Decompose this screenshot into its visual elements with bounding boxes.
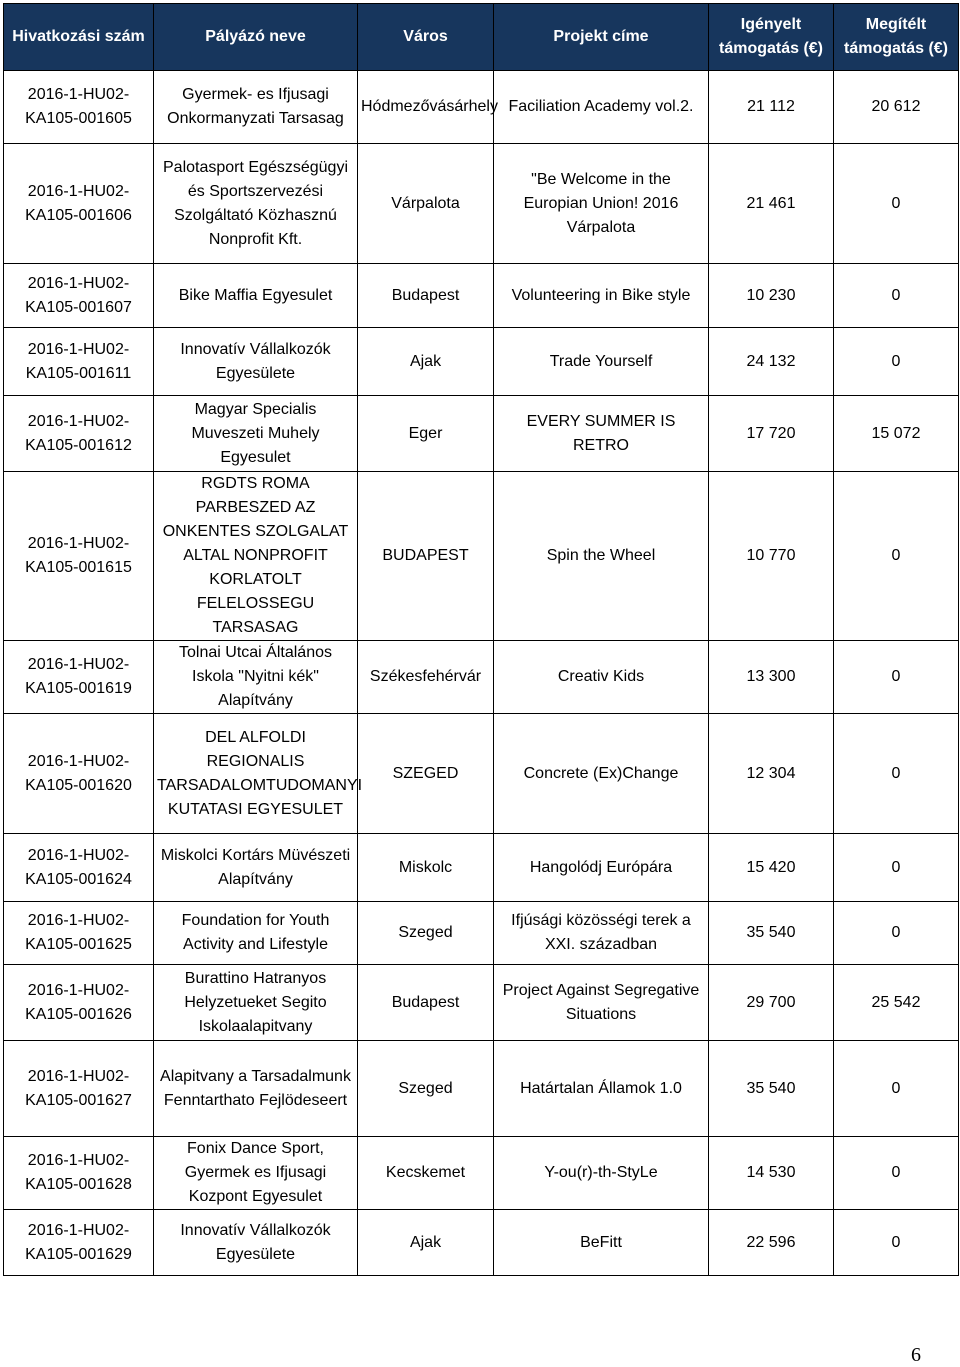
table-row <box>4 714 959 834</box>
cell-awarded: 0 <box>834 472 959 641</box>
header-awarded: Megítélt támogatás (€) <box>834 4 959 71</box>
cell-city: Ajak <box>358 328 494 396</box>
header-city: Város <box>358 4 494 71</box>
cell-ref: 2016-1-HU02-KA105-001605 <box>4 71 154 144</box>
cell-applicant: Miskolci Kortárs Müvészeti Alapítvány <box>154 834 358 902</box>
table-row <box>4 1210 959 1276</box>
cell-requested: 21 112 <box>709 71 834 144</box>
cell-applicant: RGDTS ROMA PARBESZED AZ ONKENTES SZOLGALAT ALTAL NONPROFIT KORLATOLT FELELOSSEGU TARSASAG <box>154 472 358 641</box>
cell-awarded: 25 542 <box>834 965 959 1041</box>
cell-requested: 17 720 <box>709 396 834 472</box>
table-row <box>4 902 959 965</box>
cell-ref: 2016-1-HU02-KA105-001624 <box>4 834 154 902</box>
cell-ref: 2016-1-HU02-KA105-001619 <box>4 641 154 714</box>
cell-awarded: 0 <box>834 641 959 714</box>
cell-requested: 10 230 <box>709 264 834 328</box>
cell-title: Faciliation Academy vol.2. <box>494 71 709 144</box>
header-applicant: Pályázó neve <box>154 4 358 71</box>
cell-city: Budapest <box>358 264 494 328</box>
page-number: 6 <box>911 1344 921 1366</box>
table-row <box>4 264 959 328</box>
cell-ref: 2016-1-HU02-KA105-001606 <box>4 144 154 264</box>
table-row <box>4 965 959 1041</box>
cell-applicant: Tolnai Utcai Általános Iskola "Nyitni kék" Alapítvány <box>154 641 358 714</box>
cell-applicant: Palotasport Egészségügyi és Sportszervezési Szolgáltató Közhasznú Nonprofit Kft. <box>154 144 358 264</box>
table-row <box>4 396 959 472</box>
cell-requested: 35 540 <box>709 1041 834 1137</box>
cell-city: BUDAPEST <box>358 472 494 641</box>
cell-city: Miskolc <box>358 834 494 902</box>
cell-applicant: Burattino Hatranyos Helyzetueket Segito Iskolaalapitvany <box>154 965 358 1041</box>
cell-title: EVERY SUMMER IS RETRO <box>494 396 709 472</box>
table-row <box>4 472 959 641</box>
cell-ref: 2016-1-HU02-KA105-001627 <box>4 1041 154 1137</box>
header-ref: Hivatkozási szám <box>4 4 154 71</box>
cell-awarded: 0 <box>834 1210 959 1276</box>
cell-title: Spin the Wheel <box>494 472 709 641</box>
cell-ref: 2016-1-HU02-KA105-001612 <box>4 396 154 472</box>
cell-ref: 2016-1-HU02-KA105-001607 <box>4 264 154 328</box>
table-row <box>4 641 959 714</box>
cell-city: Budapest <box>358 965 494 1041</box>
cell-requested: 14 530 <box>709 1137 834 1210</box>
cell-applicant: Alapitvany a Tarsadalmunk Fenntarthato Fejlödeseert <box>154 1041 358 1137</box>
cell-applicant: DEL ALFOLDI REGIONALIS TARSADALOMTUDOMANYI KUTATASI EGYESULET <box>154 714 358 834</box>
table-row <box>4 71 959 144</box>
cell-applicant: Foundation for Youth Activity and Lifestyle <box>154 902 358 965</box>
cell-title: Trade Yourself <box>494 328 709 396</box>
cell-city: Székesfehérvár <box>358 641 494 714</box>
grants-table <box>3 3 959 1276</box>
cell-requested: 35 540 <box>709 902 834 965</box>
cell-applicant: Bike Maffia Egyesulet <box>154 264 358 328</box>
cell-city: SZEGED <box>358 714 494 834</box>
cell-city: Eger <box>358 396 494 472</box>
cell-title: Határtalan Államok 1.0 <box>494 1041 709 1137</box>
cell-awarded: 0 <box>834 264 959 328</box>
cell-awarded: 0 <box>834 1137 959 1210</box>
cell-city: Kecskemet <box>358 1137 494 1210</box>
cell-awarded: 0 <box>834 328 959 396</box>
cell-ref: 2016-1-HU02-KA105-001625 <box>4 902 154 965</box>
cell-requested: 22 596 <box>709 1210 834 1276</box>
cell-title: Project Against Segregative Situations <box>494 965 709 1041</box>
cell-awarded: 0 <box>834 902 959 965</box>
cell-awarded: 0 <box>834 144 959 264</box>
cell-applicant: Fonix Dance Sport, Gyermek es Ifjusagi Kozpont Egyesulet <box>154 1137 358 1210</box>
cell-awarded: 0 <box>834 714 959 834</box>
cell-city: Várpalota <box>358 144 494 264</box>
table-row <box>4 328 959 396</box>
cell-title: Ifjúsági közösségi terek a XXI. században <box>494 902 709 965</box>
cell-ref: 2016-1-HU02-KA105-001620 <box>4 714 154 834</box>
cell-city: Szeged <box>358 902 494 965</box>
cell-city: Hódmezővásárhely <box>358 71 494 144</box>
header-row <box>4 4 959 71</box>
cell-ref: 2016-1-HU02-KA105-001615 <box>4 472 154 641</box>
header-title: Projekt címe <box>494 4 709 71</box>
cell-awarded: 0 <box>834 1041 959 1137</box>
cell-title: Volunteering in Bike style <box>494 264 709 328</box>
cell-awarded: 15 072 <box>834 396 959 472</box>
cell-applicant: Magyar Specialis Muveszeti Muhely Egyesulet <box>154 396 358 472</box>
cell-ref: 2016-1-HU02-KA105-001611 <box>4 328 154 396</box>
table-row <box>4 1041 959 1137</box>
cell-ref: 2016-1-HU02-KA105-001628 <box>4 1137 154 1210</box>
cell-applicant: Innovatív Vállalkozók Egyesülete <box>154 1210 358 1276</box>
cell-awarded: 20 612 <box>834 71 959 144</box>
cell-requested: 13 300 <box>709 641 834 714</box>
cell-title: BeFitt <box>494 1210 709 1276</box>
cell-ref: 2016-1-HU02-KA105-001629 <box>4 1210 154 1276</box>
cell-title: Concrete (Ex)Change <box>494 714 709 834</box>
cell-requested: 29 700 <box>709 965 834 1041</box>
cell-city: Ajak <box>358 1210 494 1276</box>
cell-requested: 12 304 <box>709 714 834 834</box>
cell-requested: 24 132 <box>709 328 834 396</box>
cell-requested: 10 770 <box>709 472 834 641</box>
table-row <box>4 1137 959 1210</box>
cell-applicant: Gyermek- es Ifjusagi Onkormanyzati Tarsasag <box>154 71 358 144</box>
cell-requested: 21 461 <box>709 144 834 264</box>
header-requested: Igényelt támogatás (€) <box>709 4 834 71</box>
cell-ref: 2016-1-HU02-KA105-001626 <box>4 965 154 1041</box>
cell-title: Creativ Kids <box>494 641 709 714</box>
cell-title: "Be Welcome in the Europian Union! 2016 Várpalota <box>494 144 709 264</box>
cell-applicant: Innovatív Vállalkozók Egyesülete <box>154 328 358 396</box>
table-row <box>4 834 959 902</box>
cell-title: Y-ou(r)-th-StyLe <box>494 1137 709 1210</box>
cell-title: Hangolódj Európára <box>494 834 709 902</box>
cell-city: Szeged <box>358 1041 494 1137</box>
cell-requested: 15 420 <box>709 834 834 902</box>
cell-awarded: 0 <box>834 834 959 902</box>
table-row <box>4 144 959 264</box>
